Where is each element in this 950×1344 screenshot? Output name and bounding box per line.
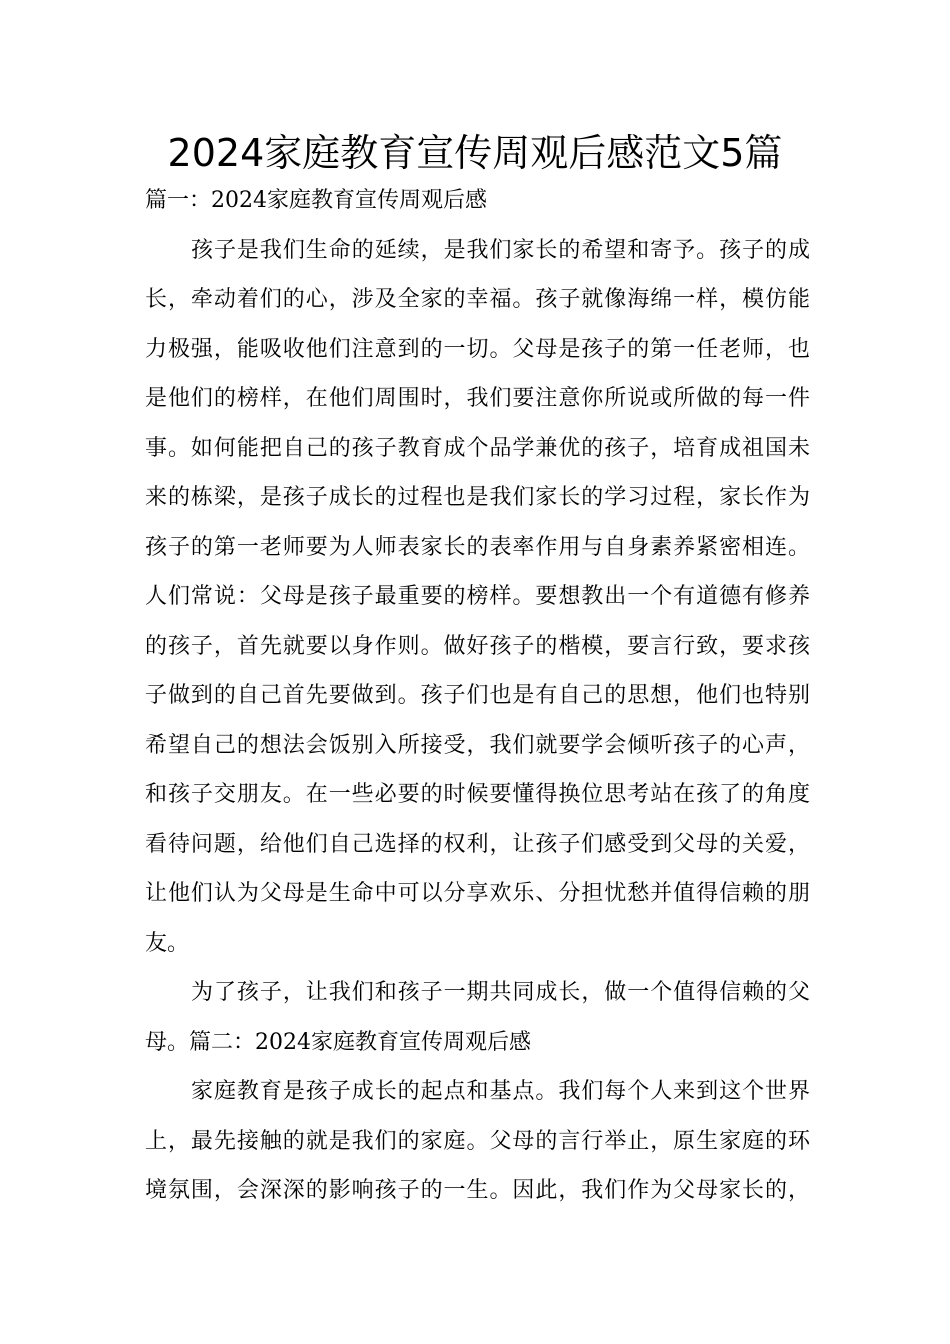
text-line: 友。 (145, 931, 190, 956)
text-line: 孩子的第一老师要为人师表家长的表率作用与自身素养紧密相连。 (145, 535, 810, 560)
text-line: 子做到的自己首先要做到。孩子们也是有自己的思想，他们也特别 (145, 683, 810, 708)
section-heading: 篇一：2024家庭教育宣传周观后感 (145, 188, 487, 213)
text-line: 母。篇二：2024家庭教育宣传周观后感 (145, 1030, 531, 1055)
text-line: 上，最先接触的就是我们的家庭。父母的言行举止，原生家庭的环 (145, 1129, 810, 1154)
text-line: 的孩子，首先就要以身作则。做好孩子的楷模，要言行致，要求孩 (145, 634, 810, 659)
text-line: 孩子是我们生命的延续，是我们家长的希望和寄予。孩子的成 (191, 238, 810, 263)
text-line: 希望自己的想法会饭别入所接受，我们就要学会倾听孩子的心声， (145, 733, 810, 758)
text-line: 是他们的榜样，在他们周围时，我们要注意你所说或所做的每一件 (145, 386, 810, 411)
text-line: 让他们认为父母是生命中可以分享欢乐、分担忧愁并值得信赖的朋 (145, 881, 810, 906)
document-title: 2024家庭教育宣传周观后感范文5篇 (167, 131, 783, 175)
text-line: 家庭教育是孩子成长的起点和基点。我们每个人来到这个世界 (191, 1079, 810, 1104)
text-line: 和孩子交朋友。在一些必要的时候要懂得换位思考站在孩了的角度 (145, 782, 810, 807)
text-line: 事。如何能把自己的孩子教育成个品学兼优的孩子，培育成祖国未 (145, 436, 810, 461)
text-line: 力极强，能吸收他们注意到的一切。父母是孩子的第一任老师，也 (145, 337, 810, 362)
text-line: 境氛围，会深深的影响孩子的一生。因此，我们作为父母家长的， (145, 1178, 810, 1203)
text-line: 看待问题，给他们自己选择的权利，让孩子们感受到父母的关爱， (145, 832, 810, 857)
text-line: 人们常说：父母是孩子最重要的榜样。要想教出一个有道德有修养 (145, 584, 810, 609)
text-line: 长，牵动着们的心，涉及全家的幸福。孩子就像海绵一样，模仿能 (145, 287, 810, 312)
text-line: 为了孩子，让我们和孩子一期共同成长，做一个值得信赖的父 (191, 980, 810, 1005)
text-line: 来的栋梁，是孩子成长的过程也是我们家长的学习过程，家长作为 (145, 485, 810, 510)
